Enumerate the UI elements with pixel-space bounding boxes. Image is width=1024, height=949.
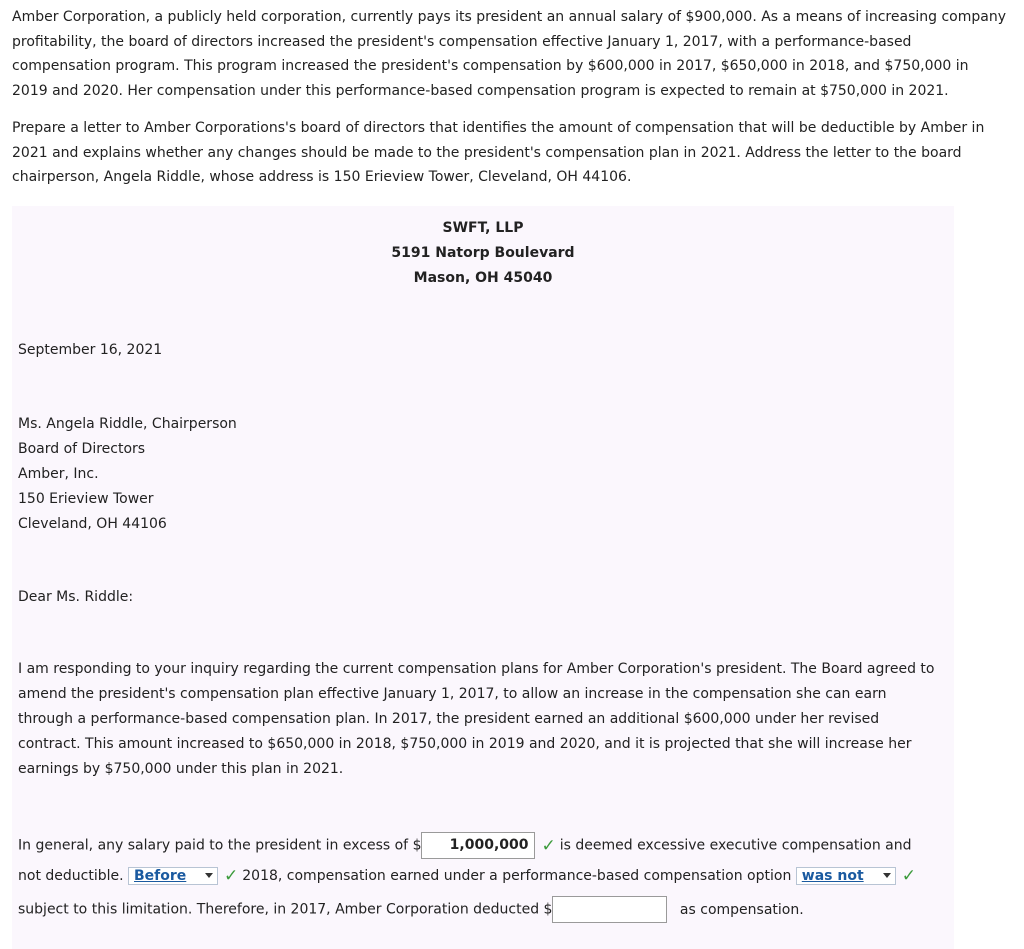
question-line-3 (18, 896, 804, 923)
problem-text-2: Prepare a letter to Amber Corporations's board of directors that identifies the amount of compensation that will be deductible by Amber in 2021 and explains whether any changes should be made to the president's compensation plan in 2021. Address the letter to the board chairperson, Angela Riddle, whose address is 150 Erieview Tower, Cleveland, OH 44106. (12, 120, 985, 186)
question-line-1 (18, 832, 912, 859)
limitation-dropdown[interactable] (796, 867, 896, 885)
timing-dropdown[interactable] (128, 867, 218, 885)
chevron-down-icon (883, 873, 891, 878)
problem-paragraph-1 (12, 5, 1008, 104)
recipient-company: Amber, Inc. (18, 466, 99, 482)
letter-date: September 16, 2021 (18, 342, 163, 358)
recipient-street: 150 Erieview Tower (18, 491, 154, 507)
question-text-5: subject to this limitation. Therefore, in 2017, Amber Corporation deducted $ (18, 901, 553, 918)
salutation: Dear Ms. Riddle: (18, 589, 134, 605)
firm-name: SWFT, LLP (442, 220, 524, 236)
letter-panel (12, 206, 954, 949)
correct-check-icon: ✓ (901, 866, 917, 886)
recipient-board: Board of Directors (18, 441, 146, 457)
firm-city: Mason, OH 45040 (413, 270, 553, 286)
recipient-name: Ms. Angela Riddle, Chairperson (18, 416, 237, 432)
problem-text-1: Amber Corporation, a publicly held corporation, currently pays its president an annual salary of $900,000. As a means of increasing company profitability, the board of directors increased the president's compensation effective January 1, 2017, with a performance-based compensation program. This program increased the president's compensation by $600,000 in 2017, $650,000 in 2018, and $750,000 in 2019 and 2020. Her compensation under this performance-based compensation program is expected to remain at $750,000 in 2021. (12, 9, 1006, 100)
question-line-2 (18, 866, 920, 886)
question-text-6: as compensation. (679, 901, 804, 918)
problem-paragraph-2 (12, 116, 1008, 190)
timing-dropdown-value: Before (134, 868, 187, 884)
question-text-2: is deemed excessive executive compensation and (559, 837, 912, 854)
question-text-4: 2018, compensation earned under a performance-based compensation option (242, 868, 792, 884)
excess-compensation-input[interactable]: 1,000,000 (421, 832, 535, 859)
question-text-3: not deductible. (18, 868, 124, 884)
limitation-dropdown-value: was not (801, 868, 864, 884)
recipient-city: Cleveland, OH 44106 (18, 516, 167, 532)
deducted-compensation-input[interactable] (552, 896, 667, 923)
question-text-1: In general, any salary paid to the president in excess of $ (18, 837, 422, 854)
firm-street: 5191 Natorp Boulevard (391, 245, 575, 261)
chevron-down-icon (205, 873, 213, 878)
correct-check-icon: ✓ (541, 835, 556, 856)
correct-check-icon: ✓ (224, 866, 239, 886)
letter-body-paragraph: I am responding to your inquiry regarding the current compensation plans for Amber Corporation's president. The Board agreed to amend the president's compensation plan effective January 1, 2017, to allow an increase in the compensation she can earn through a performance-based compensation plan. In 2017, the president earned an additional $600,000 under her revised contract. This amount increased to $650,000 in 2018, $750,000 in 2019 and 2020, and it is projected that she will increase her earnings by $750,000 under this plan in 2021. (18, 661, 935, 777)
